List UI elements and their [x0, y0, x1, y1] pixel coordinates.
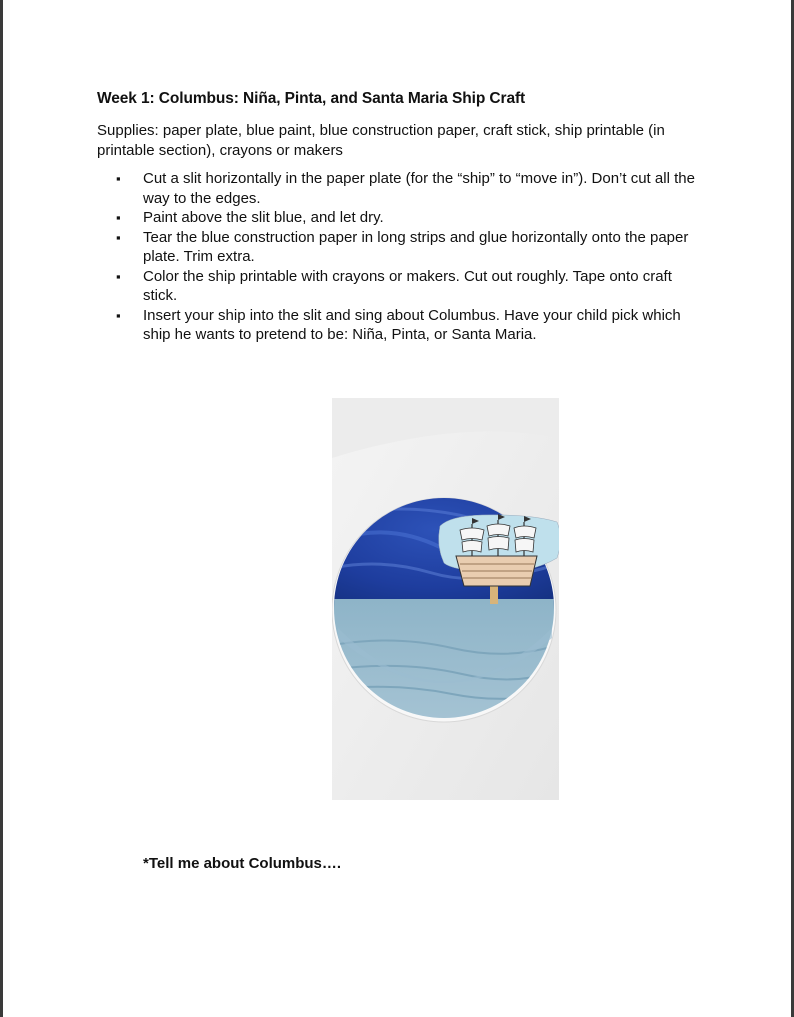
step-text: Insert your ship into the slit and sing about Columbus. Have your child pick which ship he wants to pretend to be: Niña, Pinta, or Santa Maria.	[143, 306, 681, 343]
list-item	[116, 208, 706, 228]
craft-photo	[332, 398, 559, 800]
list-item	[116, 267, 706, 306]
list-item	[116, 228, 706, 267]
step-text: Paint above the slit blue, and let dry.	[143, 209, 384, 226]
list-item	[116, 306, 706, 345]
list-item	[116, 169, 706, 208]
step-text: Tear the blue construction paper in long strips and glue horizontally onto the paper plate. Trim extra.	[143, 228, 689, 265]
bullet-icon: ▪	[116, 171, 121, 186]
bullet-icon: ▪	[116, 210, 121, 225]
step-text: Cut a slit horizontally in the paper plate (for the “ship” to “move in”). Don’t cut all the way to the edges.	[143, 170, 695, 207]
step-text: Color the ship printable with crayons or makers. Cut out roughly. Tape onto craft stick.	[143, 267, 672, 304]
bullet-icon: ▪	[116, 307, 121, 323]
bullet-icon: ▪	[116, 229, 121, 245]
footer-prompt: *Tell me about Columbus….	[143, 855, 342, 872]
supplies-paragraph: Supplies: paper plate, blue paint, blue construction paper, craft stick, ship printable (in printable section), crayons or makers	[97, 122, 665, 159]
instruction-list	[116, 169, 706, 345]
page-edge-left	[0, 0, 3, 1017]
bullet-icon: ▪	[116, 268, 121, 284]
document-title: Week 1: Columbus: Niña, Pinta, and Santa Maria Ship Craft	[97, 90, 526, 107]
